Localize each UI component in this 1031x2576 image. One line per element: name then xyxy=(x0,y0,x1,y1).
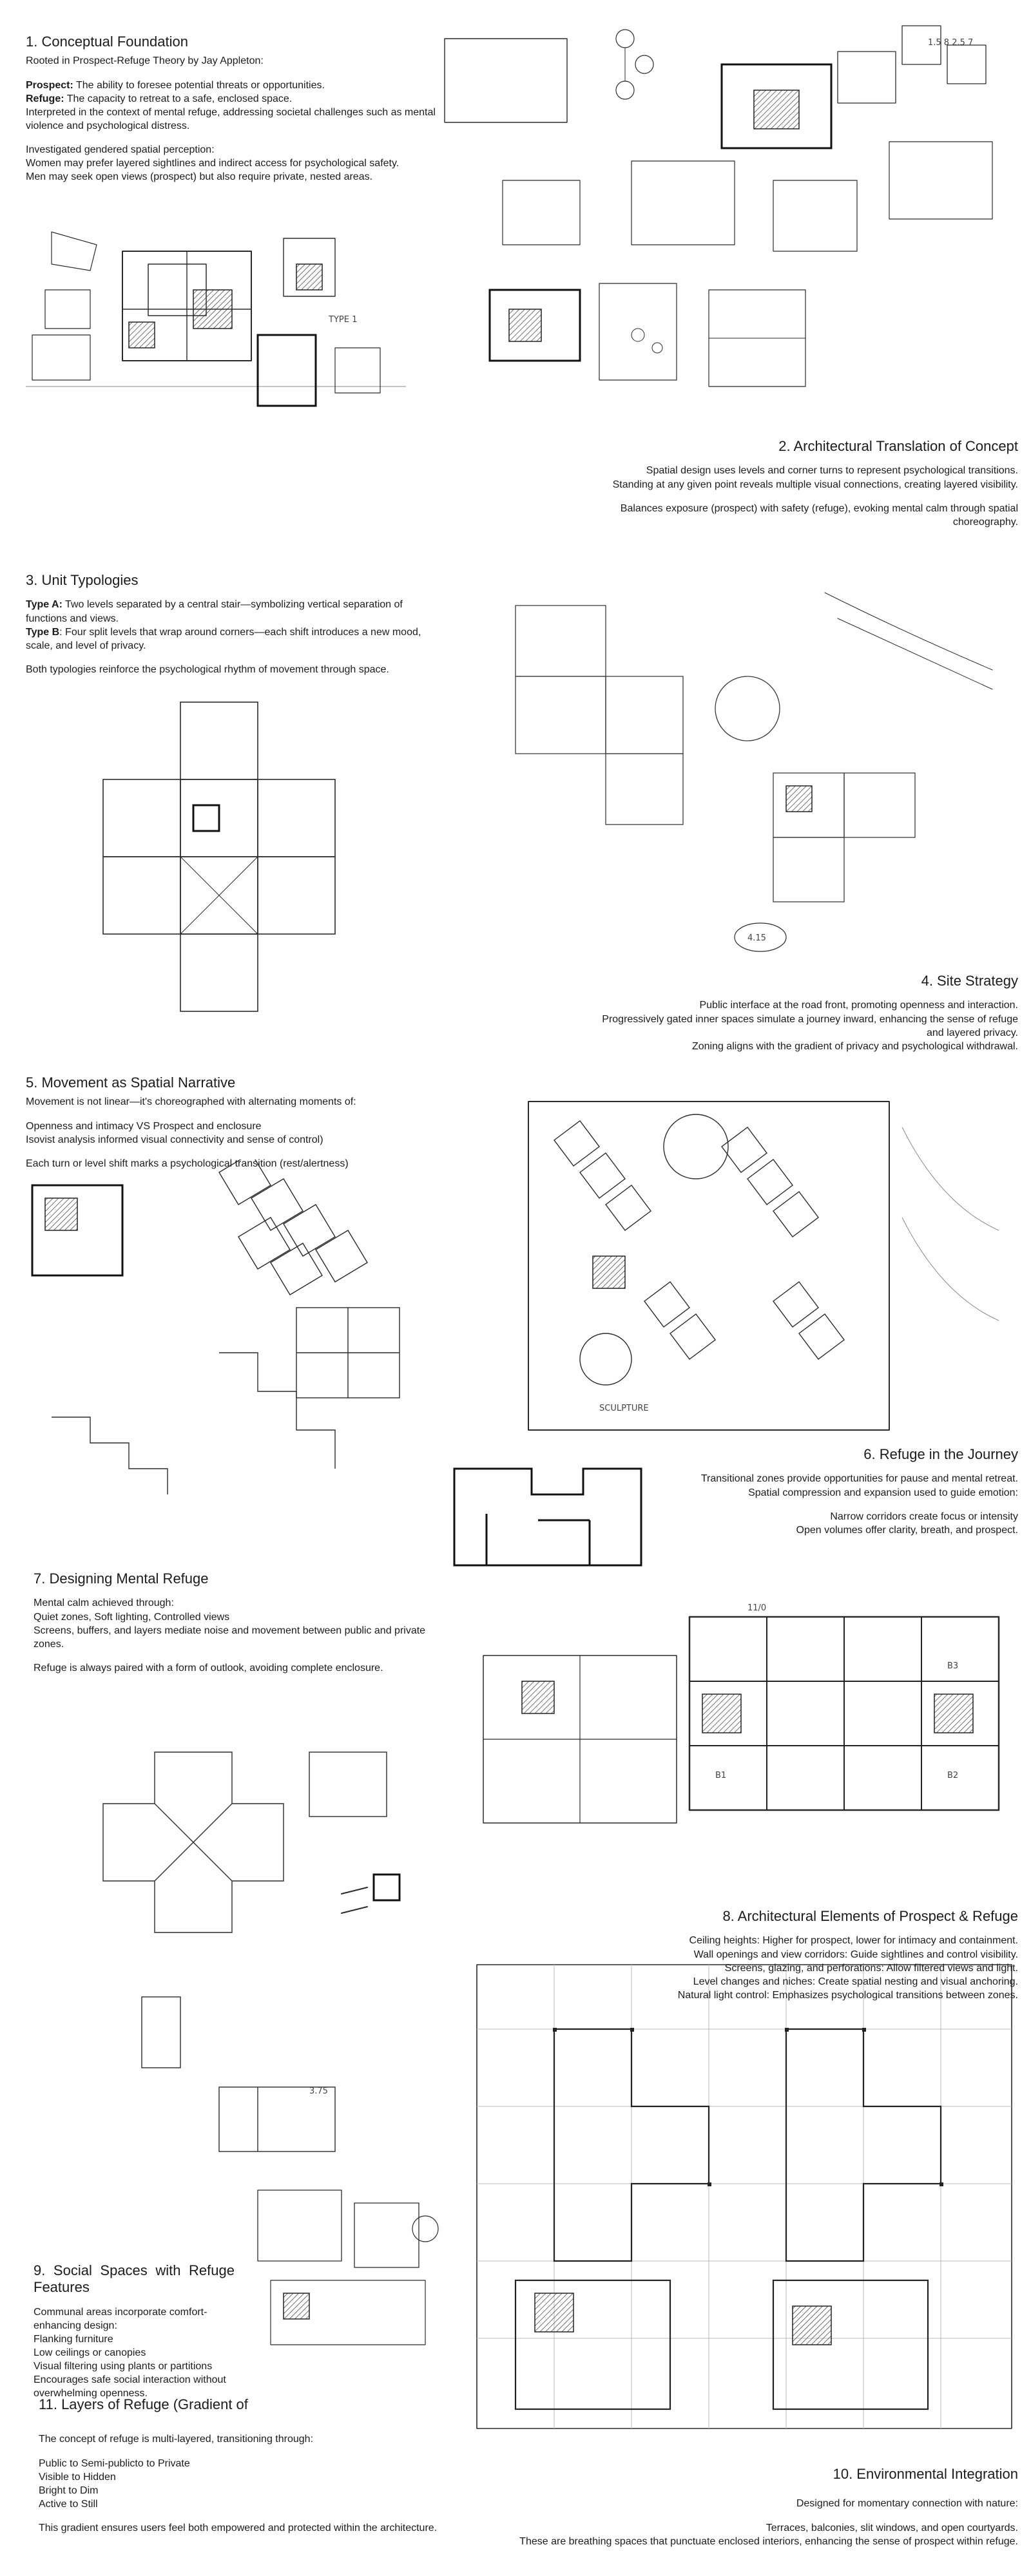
section-1-refuge xyxy=(26,92,438,106)
section-1-prospect xyxy=(26,79,438,92)
type-b-label: Type B xyxy=(26,626,60,638)
sketch-cluster-plan-mid xyxy=(438,580,1018,979)
section-7-title: 7. Designing Mental Refuge xyxy=(34,1570,209,1587)
section-11-p4: Bright to Dim xyxy=(39,2485,99,2496)
sketch-unit-plans-topleft xyxy=(26,193,406,425)
section-1-title: 1. Conceptual Foundation xyxy=(26,33,188,50)
sketch-cross-plan-mid xyxy=(39,683,412,1056)
sketch-note-type1: TYPE 1 xyxy=(329,315,358,325)
sketch-refuge-plans xyxy=(39,1726,451,2164)
section-7-p1: Mental calm achieved through: xyxy=(34,1598,174,1609)
sketch-note-1110: 11/0 xyxy=(747,1603,767,1613)
section-10-title: 10. Environmental Integration xyxy=(833,2466,1018,2482)
sketch-site-plan xyxy=(451,1089,1018,1449)
sketch-environmental-grid xyxy=(470,1958,1018,2435)
sketch-note-b2: B2 xyxy=(947,1771,959,1780)
type-a-label: Type A: xyxy=(26,599,63,611)
section-1-gender-2: Men may seek open views (prospect) but also require private, nested areas. xyxy=(26,171,373,183)
section-9-p4: Visual filtering using plants or partitions xyxy=(34,2361,213,2372)
refuge-label: Refuge: xyxy=(26,93,64,104)
section-1-gender-title: Investigated gendered spatial perception: xyxy=(26,144,215,155)
prospect-label: Prospect: xyxy=(26,79,73,91)
section-7-p2: Quiet zones, Soft lighting, Controlled views xyxy=(34,1611,230,1623)
section-8-architectural-elements xyxy=(490,1908,1018,2002)
type-a-text: Two levels separated by a central stair—symbolizing vertical separation of functions and views. xyxy=(26,599,403,624)
section-6-refuge-journey xyxy=(619,1446,1018,1537)
section-2-architectural-translation xyxy=(567,438,1018,529)
section-3-unit-typologies xyxy=(26,572,438,676)
section-1-context: Interpreted in the context of mental refuge, addressing societal challenges such as mental violence and psychological distress. xyxy=(26,106,436,131)
section-8-p2: Wall openings and view corridors: Guide sightlines and control visibility. xyxy=(693,1949,1018,1960)
section-10-p3: These are breathing spaces that punctuate enclosed interiors, enhancing the sense of prospect within refuge. xyxy=(519,2535,1018,2547)
section-8-p5: Natural light control: Emphasizes psychological transitions between zones. xyxy=(677,1989,1018,2001)
section-3-type-b xyxy=(26,625,438,653)
section-5-p4: Each turn or level shift marks a psychological transition (rest/alertness) xyxy=(26,1158,349,1169)
section-9-p3: Low ceilings or canopies xyxy=(34,2347,146,2359)
section-6-p4: Open volumes offer clarity, breath, and prospect. xyxy=(796,1524,1018,1536)
section-5-title: 5. Movement as Spatial Narrative xyxy=(26,1074,236,1091)
section-3-title: 3. Unit Typologies xyxy=(26,572,139,588)
section-1-intro: Rooted in Prospect-Refuge Theory by Jay Appleton: xyxy=(26,55,264,67)
section-11-p6: This gradient ensures users feel both empowered and protected within the architecture. xyxy=(39,2522,438,2533)
sketch-social-plans xyxy=(245,2177,458,2358)
section-3-summary: Both typologies reinforce the psychological rhythm of movement through space. xyxy=(26,663,389,675)
section-5-p2: Openness and intimacy VS Prospect and enclosure xyxy=(26,1120,262,1132)
section-2-p2b: choreography. xyxy=(952,516,1018,528)
sketch-note-sculpture: SCULPTURE xyxy=(599,1404,649,1413)
section-8-p3: Screens, glazing, and perforations: Allow filtered views and light. xyxy=(724,1962,1018,1974)
section-6-p3: Narrow corridors create focus or intensity xyxy=(830,1511,1018,1522)
section-11-title: 11. Layers of Refuge (Gradient of xyxy=(39,2396,248,2412)
section-7-p4: Refuge is always paired with a form of outlook, avoiding complete enclosure. xyxy=(34,1662,383,1674)
section-1-conceptual-foundation xyxy=(26,33,438,184)
section-2-p2a: Balances exposure (prospect) with safety (refuge), evoking mental calm through spatial xyxy=(620,502,1018,514)
section-2-p1a: Spatial design uses levels and corner turns to represent psychological transitions. xyxy=(646,465,1018,477)
section-3-type-a xyxy=(26,598,438,625)
section-4-p2b: and layered privacy. xyxy=(927,1027,1018,1038)
section-6-p1: Transitional zones provide opportunities for pause and mental retreat. xyxy=(700,1473,1018,1485)
section-9-p2: Flanking furniture xyxy=(34,2334,113,2345)
section-11-p5: Active to Still xyxy=(39,2498,98,2510)
section-11-p2: Public to Semi-publicto to Private xyxy=(39,2457,190,2469)
section-10-p1: Designed for momentary connection with nature: xyxy=(796,2498,1018,2510)
section-5-p3: Isovist analysis informed visual connectivity and sense of control) xyxy=(26,1134,323,1145)
section-9-p5: Encourages safe social interaction without overwhelming openness. xyxy=(34,2374,226,2399)
sketch-note-b3: B3 xyxy=(947,1661,959,1671)
section-4-p2a: Progressively gated inner spaces simulate a journey inward, enhancing the sense of refuge xyxy=(602,1013,1018,1025)
section-4-p3: Zoning aligns with the gradient of privacy and psychological withdrawal. xyxy=(691,1040,1018,1052)
sketch-note-375: 3.75 xyxy=(309,2086,328,2096)
section-8-p1: Ceiling heights: Higher for prospect, lower for intimacy and containment. xyxy=(689,1935,1018,1947)
section-4-site-strategy xyxy=(503,973,1018,1053)
sketch-note-415: 4.15 xyxy=(747,933,766,943)
type-b-text: : Four split levels that wrap around corners—each shift introduces a new mood, scale, and level of privacy. xyxy=(26,626,421,651)
section-8-title: 8. Architectural Elements of Prospect & Refuge xyxy=(722,1908,1018,1924)
section-9-p1: Communal areas incorporate comfort-enhancing design: xyxy=(34,2306,207,2331)
section-11-layers-of-refuge xyxy=(39,2396,451,2535)
section-9-social-spaces xyxy=(34,2262,235,2401)
sketch-note-nums: 1.5 8 2.5 7 xyxy=(928,38,974,48)
section-5-movement-narrative xyxy=(26,1074,438,1170)
section-1-gender-1: Women may prefer layered sightlines and indirect access for psychological safety. xyxy=(26,158,400,169)
sketch-module-grid-topright xyxy=(438,13,1018,425)
sketch-diagonal-units xyxy=(26,1159,445,1520)
section-2-title: 2. Architectural Translation of Concept xyxy=(778,438,1018,454)
section-11-p1: The concept of refuge is multi-layered, transitioning through: xyxy=(39,2434,314,2445)
refuge-text: The capacity to retreat to a safe, enclosed space. xyxy=(64,93,293,104)
section-4-p1: Public interface at the road front, promoting openness and interaction. xyxy=(699,1000,1018,1011)
section-10-p2: Terraces, balconies, slit windows, and open courtyards. xyxy=(766,2522,1018,2533)
section-7-p3: Screens, buffers, and layers mediate noise and movement between public and private zones. xyxy=(34,1625,426,1650)
section-2-p1b: Standing at any given point reveals multiple visual connections, creating layered visibility. xyxy=(612,479,1018,490)
section-8-p4: Level changes and niches: Create spatial nesting and visual anchoring. xyxy=(693,1976,1018,1987)
section-11-p3: Visible to Hidden xyxy=(39,2471,116,2483)
prospect-text: The ability to foresee potential threats or opportunities. xyxy=(73,79,325,91)
section-10-environmental-integration xyxy=(451,2466,1018,2548)
sketch-note-b1: B1 xyxy=(715,1771,727,1780)
sketch-apartment-plan xyxy=(445,1585,1018,1887)
section-6-title: 6. Refuge in the Journey xyxy=(863,1446,1018,1462)
section-7-designing-mental-refuge xyxy=(34,1570,446,1675)
section-6-p2: Spatial compression and expansion used to guide emotion: xyxy=(748,1487,1018,1498)
section-9-title: 9. Social Spaces with Refuge Features xyxy=(34,2262,235,2296)
section-4-title: 4. Site Strategy xyxy=(921,973,1018,989)
section-5-p1: Movement is not linear—it's choreographed with alternating moments of: xyxy=(26,1096,356,1108)
